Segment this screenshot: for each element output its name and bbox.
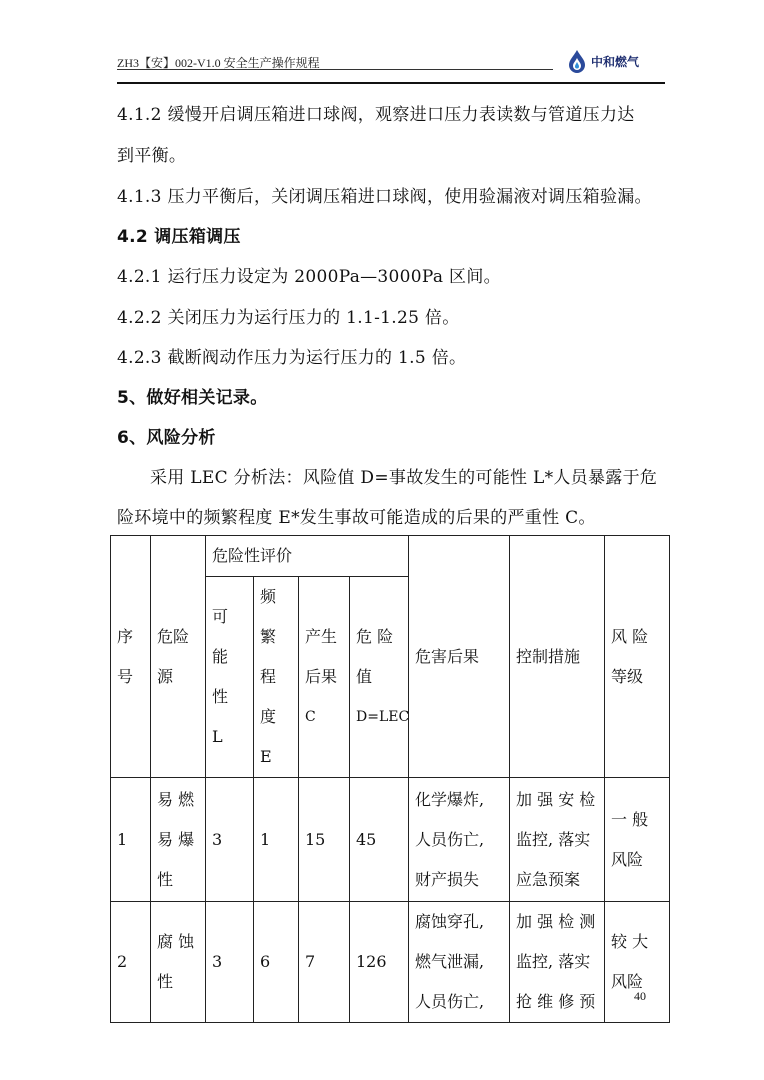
heading-6: 6、风险分析 [117,428,216,448]
flame-drop-icon [567,49,587,73]
page-header [117,48,665,78]
heading-4-2: 4.2 调压箱调压 [117,227,241,247]
header-measures: 控制措施 [510,536,605,778]
cell-level: 一 般 风险 [605,778,670,902]
table-row [111,902,670,1023]
header-risk-evaluation: 危险性评价 [206,536,409,577]
header-C: 产生 后果 C [299,577,350,778]
paragraph-lec-line2: 险环境中的频繁程度 E*发生事故可能造成的后果的严重性 C。 [117,508,596,528]
paragraph-4-2-1: 4.2.1 运行压力设定为 2000Pa—3000Pa 区间。 [117,267,501,287]
paragraph-4-2-2: 4.2.2 关闭压力为运行压力的 1.1-1.25 倍。 [117,308,460,328]
header-consequence: 危害后果 [409,536,510,778]
cell-C: 7 [299,902,350,1023]
cell-L: 3 [206,778,254,902]
paragraph-4-1-3: 4.1.3 压力平衡后，关闭调压箱进口球阀，使用验漏液对调压箱验漏。 [117,187,652,207]
cell-D: 45 [350,778,409,902]
cell-seq: 1 [111,778,151,902]
paragraph-lec-line1: 采用 LEC 分析法：风险值 D=事故发生的可能性 L*人员暴露于危 [150,468,658,488]
cell-level: 较 大 风险 [605,902,670,1023]
header-D: 危 险 值 D=LEC [350,577,409,778]
page-number: 40 [634,989,646,1003]
cell-consequence: 化学爆炸, 人员伤亡, 财产损失 [409,778,510,902]
header-hazard: 危险 源 [151,536,206,778]
paragraph-4-2-3: 4.2.3 截断阀动作压力为运行压力的 1.5 倍。 [117,348,467,368]
cell-hazard: 易 燃 易 爆 性 [151,778,206,902]
cell-D: 126 [350,902,409,1023]
header-underline [117,69,553,70]
cell-C: 15 [299,778,350,902]
cell-consequence: 腐蚀穿孔, 燃气泄漏, 人员伤亡, [409,902,510,1023]
doc-code: ZH3【安】002-V1.0 安全生产操作规程 [117,56,320,70]
logo-text: 中和燃气 [591,54,640,69]
cell-measures: 加 强 安 检 监控, 落实 应急预案 [510,778,605,902]
cell-seq: 2 [111,902,151,1023]
cell-L: 3 [206,902,254,1023]
header-L: 可 能 性 L [206,577,254,778]
risk-analysis-table [110,535,670,1023]
table-row [111,778,670,902]
paragraph-4-1-2-line1: 4.1.2 缓慢开启调压箱进口球阀，观察进口压力表读数与管道压力达 [117,105,635,125]
paragraph-4-1-2-line2: 到平衡。 [117,146,187,166]
company-logo [567,48,667,74]
header-E: 频 繁 程 度 E [254,577,299,778]
cell-measures: 加 强 检 测 监控, 落实 抢 维 修 预 [510,902,605,1023]
cell-hazard: 腐 蚀 性 [151,902,206,1023]
cell-E: 1 [254,778,299,902]
heading-5: 5、做好相关记录。 [117,388,268,408]
header-risk-level: 风 险 等级 [605,536,670,778]
cell-E: 6 [254,902,299,1023]
header-seq: 序 号 [111,536,151,778]
header-rule [117,82,665,84]
